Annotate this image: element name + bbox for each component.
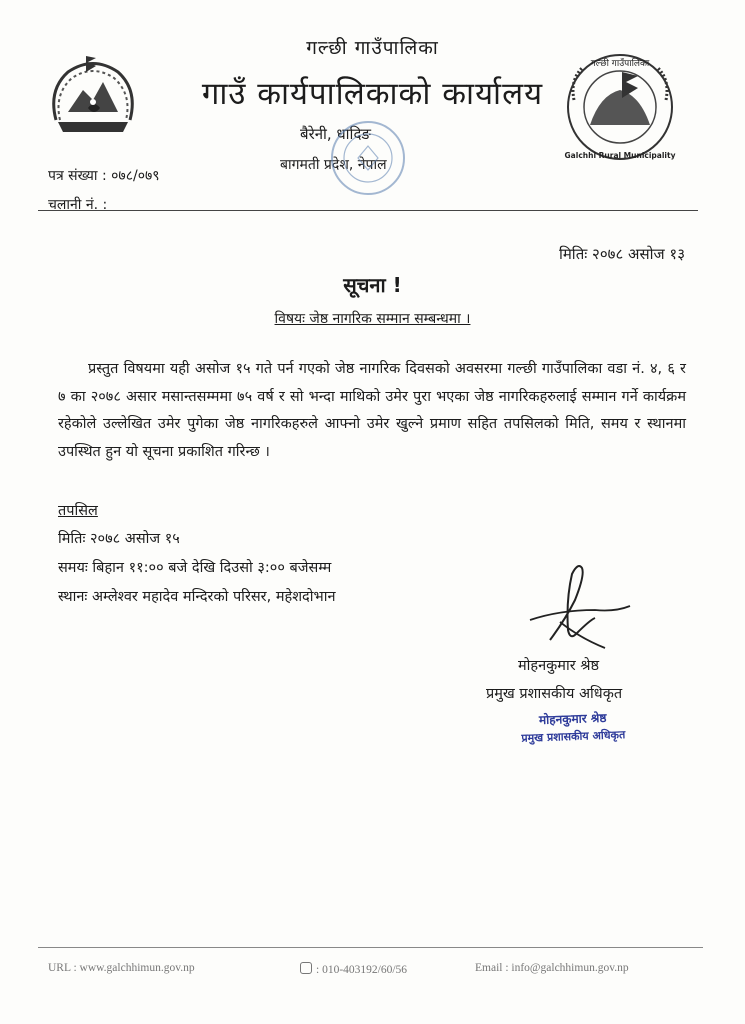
org-name: गल्छी गाउँपालिका (306, 37, 439, 59)
footer-phone (300, 962, 407, 976)
signature-stamp (497, 707, 648, 748)
notice-date: मितिः २०७८ असोज १३ (558, 245, 685, 263)
location-line2: बागमती प्रदेश, नेपाल (280, 157, 387, 173)
footer-phone-text: : 010-403192/60/56 (316, 964, 408, 976)
details-place: स्थानः अम्लेश्वर महादेव मन्दिरको परिसर, महेशदोभान (58, 589, 336, 605)
notice-title: सूचना ! (343, 273, 402, 297)
signer-title: प्रमुख प्रशासकीय अधिकृत (486, 686, 623, 702)
details-time: समयः बिहान ११:०० बजे देखि दिउसो ३:०० बजेसम्म (58, 560, 332, 576)
signature-icon (520, 560, 640, 655)
logo-title-text: गल्छी गाउँपालिका (590, 59, 650, 69)
notice-body: प्रस्तुत विषयमा यही असोज १५ गते पर्न गएको जेष्ठ नागरिक दिवसको अवसरमा गल्छी गाउँपालिका वडा नं. ४, ६ र ७ का २०७८ असार मसान्तसम्ममा ७५ वर्ष र सो भन्दा माथिको उमेर पुरा भएका जेष्ठ नागरिकहरुलाई सम्मान गर्ने कार्यक्रम रहेकोले उल्लेखित उमेर पुगेका जेष्ठ नागरिकहरुले आफ्नो उमेर खुल्ने प्रमाण सहित तपसिलको मिति, समय र स्थानमा उपस्थित हुन यो सूचना प्रकाशित गरिन्छ । (58, 361, 686, 460)
footer-divider (38, 947, 703, 948)
notice-subject (0, 309, 745, 328)
location-line1: बैरेनी, धादिङ (300, 125, 371, 143)
details-date: मितिः २०७८ असोज १५ (58, 531, 180, 547)
office-name: गाउँ कार्यपालिकाको कार्यालय (201, 76, 544, 112)
footer-email: Email : info@galchhimun.gov.np (475, 962, 629, 974)
patra-sankhya: पत्र संख्या : ०७८/०७९ (48, 168, 160, 184)
subject-text: विषयः जेष्ठ नागरिक सम्मान सम्बन्धमा । (274, 311, 471, 327)
details-heading: तपसिल (58, 503, 98, 519)
signer-name: मोहनकुमार श्रेष्ठ (518, 658, 600, 674)
chalani-number: चलानी नं. : (48, 197, 108, 213)
footer-url: URL : www.galchhimun.gov.np (48, 962, 195, 974)
stamp-name: मोहनकुमार श्रेष्ठ (538, 710, 607, 728)
header-divider (38, 210, 698, 211)
office-seal-stamp (328, 118, 408, 198)
stamp-title: प्रमुख प्रशासकीय अधिकृत (521, 728, 626, 745)
logo-english-text: Galchhi Rural Municipality (564, 151, 676, 160)
phone-icon (300, 962, 312, 974)
